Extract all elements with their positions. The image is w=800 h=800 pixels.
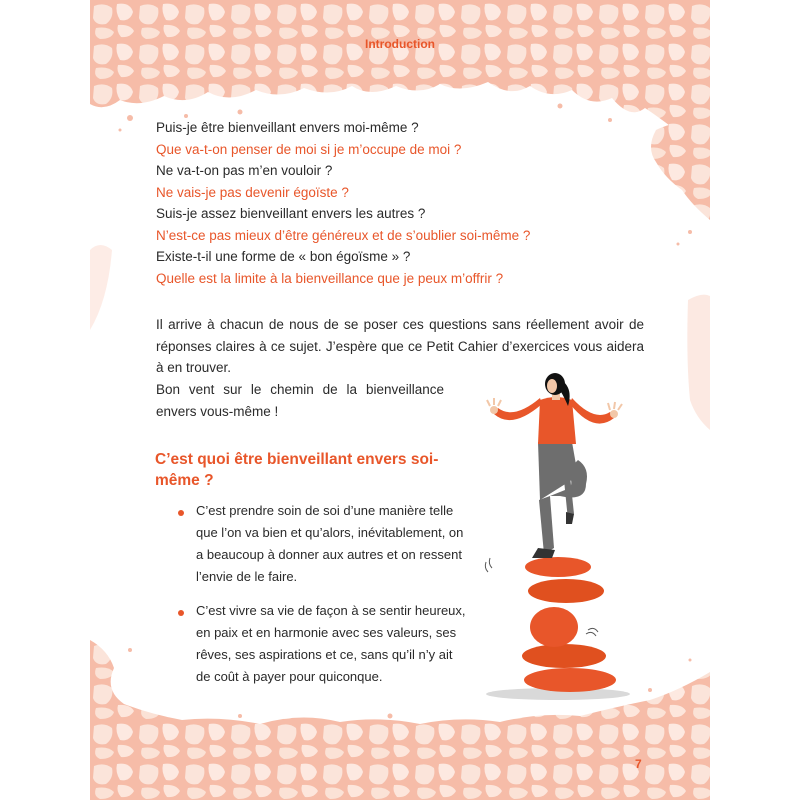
question-line: Ne va-t-on pas m’en vouloir ? (156, 163, 333, 178)
question-line: Quelle est la limite à la bienveillance que je peux m’offrir ? (156, 270, 504, 286)
question-line: Existe-t-il une forme de « bon égoïsme » ? (156, 249, 411, 264)
balancing-woman-illustration (482, 372, 632, 702)
question-list (156, 117, 636, 289)
question-line: Puis-je être bienveillant envers moi-même ? (156, 120, 419, 135)
page-number: 7 (635, 757, 642, 771)
question-line: Que va-t-on penser de moi si je m’occupe de moi ? (156, 141, 462, 157)
question-line: Ne vais-je pas devenir égoïste ? (156, 184, 349, 200)
bullet-list (178, 500, 468, 700)
bullet-item: C’est vivre sa vie de façon à se sentir heureux, en paix et en harmonie avec ses valeurs, ses rêves, ses aspirations et ce, sans qu’il n’y ait de coût à payer pour quiconque. (178, 600, 468, 688)
intro-paragraph: Il arrive à chacun de nous de se poser ces questions sans réellement avoir de réponses claires à ce sujet. J’espère que ce Petit Cahier d’exercices vous aidera à en trouver. (156, 317, 644, 375)
bullet-item: C’est prendre soin de soi d’une manière telle que l’on va bien et qu’alors, inévitablement, on a beaucoup à donner aux autres et on ressent l’envie de le faire. (178, 500, 468, 588)
question-line: Suis-je assez bienveillant envers les autres ? (156, 206, 426, 221)
intro-wish: Bon vent sur le chemin de la bienveillance envers vous-même ! (156, 382, 444, 419)
book-page (90, 0, 710, 800)
question-line: N’est-ce pas mieux d’être généreux et de s’oublier soi-même ? (156, 227, 531, 243)
section-heading: C’est quoi être bienveillant envers soi-même ? (155, 451, 439, 489)
running-title: Introduction (365, 37, 435, 51)
